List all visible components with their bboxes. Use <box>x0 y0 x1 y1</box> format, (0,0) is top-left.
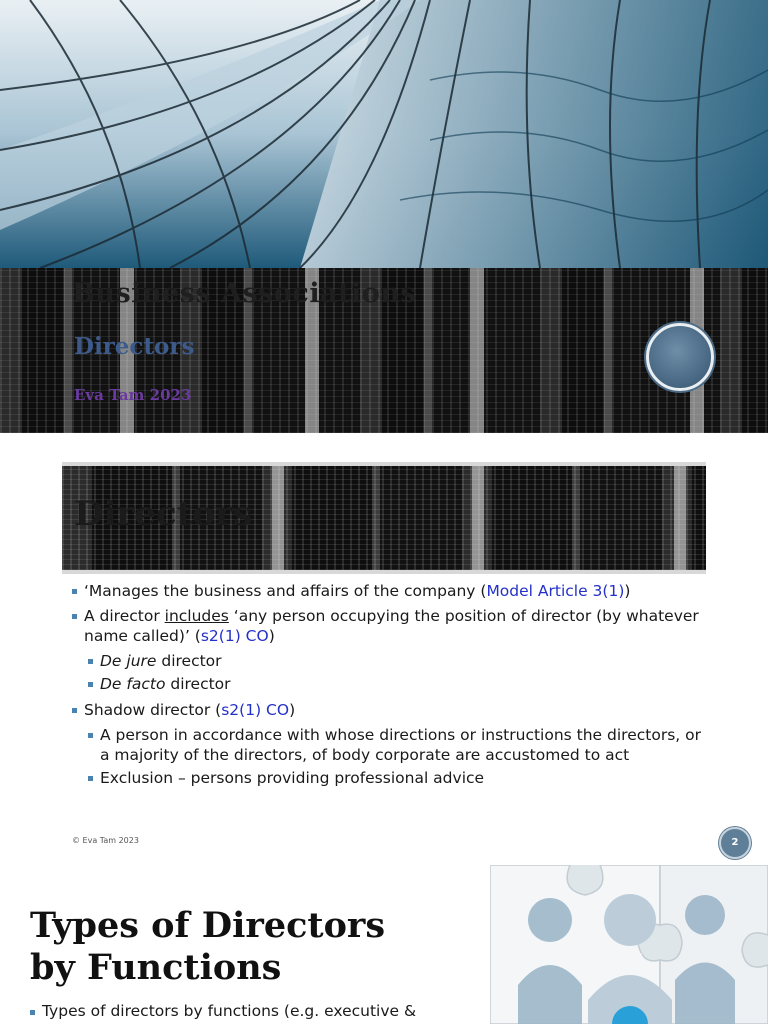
title-slide <box>0 0 768 433</box>
list-item <box>72 700 712 720</box>
bullet-text: director <box>156 652 222 670</box>
list-item <box>72 606 712 646</box>
band-stripe <box>674 466 686 570</box>
slide-title <box>30 905 470 989</box>
list-item <box>72 581 712 601</box>
band-stripe <box>272 466 284 570</box>
slide-title: Directors <box>74 494 253 534</box>
legal-reference: s2(1) CO <box>200 627 269 645</box>
glass-facade-graphic <box>0 0 768 268</box>
types-of-directors-slide <box>0 865 768 1024</box>
bullet-text: ‘any person occupying the position of director (by whatever name called)’ ( <box>84 607 699 645</box>
decorative-circle-icon <box>646 323 714 391</box>
slide-body <box>72 581 712 791</box>
directors-slide <box>0 433 768 865</box>
legal-reference: Model Article 3(1) <box>486 582 625 600</box>
bullet-text: Shadow director ( <box>84 701 222 719</box>
bullet-text: ) <box>289 701 296 719</box>
underlined-term: includes <box>164 607 229 625</box>
architecture-photo <box>0 0 768 268</box>
italic-term: De facto <box>100 675 166 693</box>
sub-list-item <box>88 651 712 671</box>
band-stripe <box>472 466 484 570</box>
slide-title-banner <box>62 462 706 574</box>
presentation-title: Business Associations <box>72 278 417 309</box>
bullet-text: director <box>165 675 231 693</box>
bullet-text: ) <box>624 582 631 600</box>
title-line: by Functions <box>30 947 282 988</box>
bullet-text: ) <box>268 627 275 645</box>
presentation-subtitle: Directors <box>74 333 195 360</box>
sub-list-item: A person in accordance with whose directions or instructions the directors, or a majority of the directors, of body corporate are accustomed to act <box>88 725 712 765</box>
band-stripe <box>470 268 484 433</box>
page-number-badge: 2 <box>719 827 751 859</box>
slide-footer: © Eva Tam 2023 <box>72 836 139 845</box>
bullet-text: ‘Manages the business and affairs of the company ( <box>84 582 487 600</box>
sub-list-item: Exclusion – persons providing professional advice <box>88 768 712 788</box>
legal-reference: s2(1) CO <box>221 701 290 719</box>
bullet-text: A director <box>84 607 165 625</box>
sub-list-item <box>88 674 712 694</box>
italic-term: De jure <box>100 652 157 670</box>
puzzle-people-image <box>490 865 768 1024</box>
list-item: Types of directors by functions (e.g. executive & <box>30 1002 492 1020</box>
puzzle-graphic <box>490 865 768 1024</box>
title-line: Types of Directors <box>30 905 386 946</box>
presentation-author: Eva Tam 2023 <box>74 386 192 404</box>
